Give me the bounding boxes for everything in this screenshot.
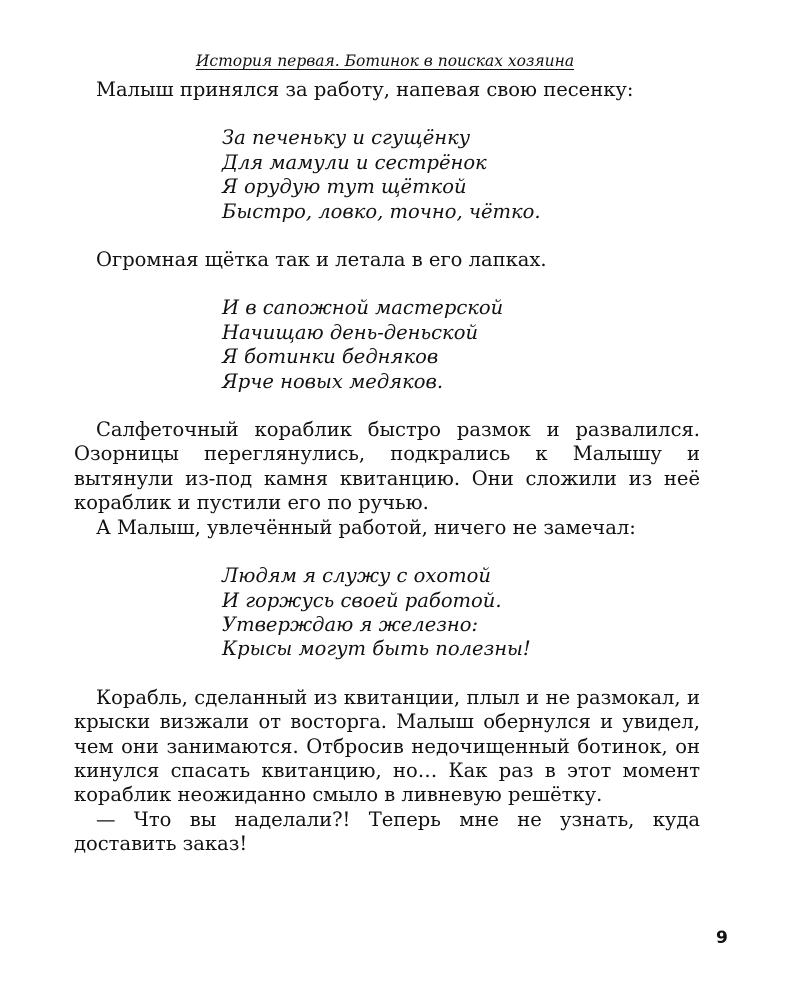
paragraph-5: Корабль, сделанный из квитанции, плыл и не размокал, и крыски визжали от восторга. Малыш обернулся и увидел, чем они занимаются. Отбросив недочищенный ботинок, он кинулся спасать квитанцию, но… Как раз в этот момент кораблик неожиданно смыло в ливневую решётку. [74,685,700,807]
paragraph-6: — Что вы наделали?! Теперь мне не узнать, куда доставить заказ! [74,807,700,856]
paragraph-4: А Малыш, увлечённый работой, ничего не замечал: [96,515,636,539]
page-body [74,78,700,857]
verse-2-line: И в сапожной мастерской [222,296,504,320]
verse-1-line: Я орудую тут щёткой [222,175,467,199]
verse-3-line: И горжусь своей работой. [222,588,502,612]
verse-2-line: Ярче новых медяков. [222,369,444,393]
verse-1-line: Быстро, ловко, точно, чётко. [222,199,541,223]
verse-1-line: За печеньку и сгущёнку [222,126,471,150]
verse-3 [222,564,700,662]
verse-1 [222,126,700,224]
paragraph-3: Салфеточный кораблик быстро размок и развалился. Озорницы переглянулись, подкрались к Малышу и вытянули из-под камня квитанцию. Они сложили из неё кораблик и пустили его по ручью. [74,418,700,515]
page-number: 9 [716,928,728,948]
verse-1-line: Для мамули и сестрёнок [222,150,487,174]
verse-2-line: Начищаю день-деньской [222,320,479,344]
paragraph-2: Огромная щётка так и летала в его лапках. [96,248,547,272]
verse-3-line: Крысы могут быть полезны! [222,637,531,661]
verse-3-line: Людям я служу с охотой [222,564,491,588]
verse-3-line: Утверждаю я железно: [222,612,479,636]
verse-2 [222,296,700,394]
verse-2-line: Я ботинки бедняков [222,345,439,369]
paragraph-1: Малыш принялся за работу, напевая свою песенку: [96,78,634,101]
running-header: История первая. Ботинок в поисках хозяина [195,52,575,70]
